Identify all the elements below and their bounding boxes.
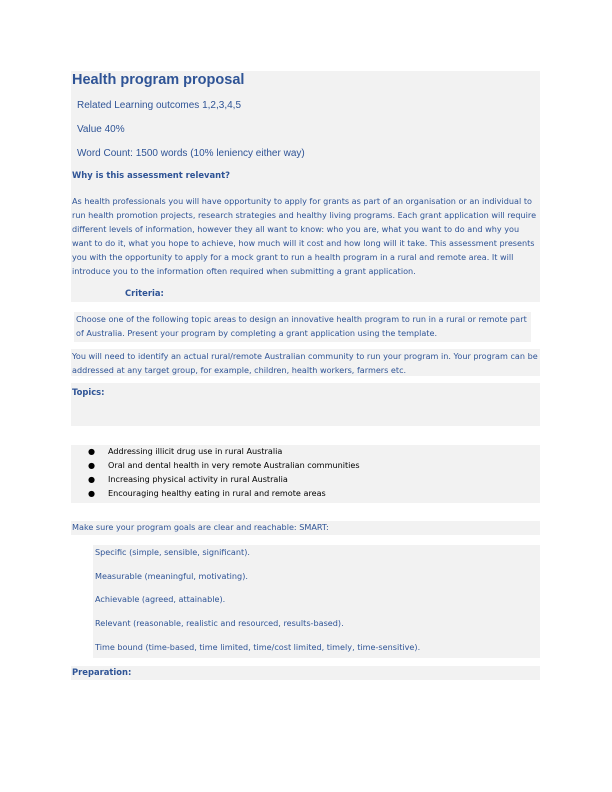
why-section	[71, 165, 540, 302]
criteria-heading: Criteria:	[125, 288, 164, 298]
topic-text: Increasing physical activity in rural Australia	[108, 474, 288, 484]
header-section	[71, 71, 540, 165]
topic-text: Oral and dental health in very remote Australian communities	[108, 460, 360, 470]
topics-list	[71, 445, 540, 503]
list-item	[71, 488, 540, 502]
preparation-heading: Preparation:	[72, 667, 132, 677]
choose-topic-section	[74, 312, 531, 342]
learning-outcomes-line: Related Learning outcomes 1,2,3,4,5	[77, 100, 241, 111]
bullet-icon: ●	[88, 474, 96, 484]
community-paragraph: You will need to identify an actual rural/remote Australian community to run your program in. Your program can be addressed at any target group, for example, children, health workers, farmers etc.	[72, 351, 538, 376]
smart-item-measurable: Measurable (meaningful, motivating).	[95, 571, 248, 581]
smart-item-relevant: Relevant (reasonable, realistic and resourced, results-based).	[95, 618, 344, 628]
preparation-section	[71, 666, 540, 680]
value-line: Value 40%	[77, 124, 125, 135]
topic-text: Addressing illicit drug use in rural Australia	[108, 446, 283, 456]
document-title: Health program proposal	[72, 72, 245, 88]
list-item	[71, 446, 540, 460]
bullet-icon: ●	[88, 446, 96, 456]
topics-heading: Topics:	[72, 387, 105, 397]
smart-item-achievable: Achievable (agreed, attainable).	[95, 594, 226, 604]
topic-text: Encouraging healthy eating in rural and remote areas	[108, 488, 326, 498]
bullet-icon: ●	[88, 460, 96, 470]
why-paragraph: As health professionals you will have opportunity to apply for grants as part of an organisation or an individual to run health promotion projects, research strategies and healthy living programs. Each grant application will require different levels of information, however they all want to know: who you are, what you want to do and why you want to do it, what you hope to achieve, how much will it cost and how long will it take. This assessment presents you with the opportunity to apply for a mock grant to run a health program in a rural and remote area. It will introduce you to the information often required when submitting a grant application.	[72, 196, 537, 277]
smart-item-specific: Specific (simple, sensible, significant).	[95, 547, 250, 557]
list-item	[71, 474, 540, 488]
community-section	[71, 349, 540, 376]
topics-section	[71, 383, 540, 426]
choose-topic-paragraph: Choose one of the following topic areas to design an innovative health program to run in a rural or remote part of Australia. Present your program by completing a grant application using the template.	[76, 314, 527, 339]
why-heading: Why is this assessment relevant?	[72, 170, 230, 180]
bullet-icon: ●	[88, 488, 96, 498]
smart-intro: Make sure your program goals are clear and reachable: SMART:	[72, 522, 329, 532]
smart-item-time-bound: Time bound (time-based, time limited, time/cost limited, timely, time-sensitive).	[95, 642, 421, 652]
word-count-line: Word Count: 1500 words (10% leniency either way)	[77, 148, 305, 159]
list-item	[71, 460, 540, 474]
smart-criteria-list	[93, 545, 540, 658]
smart-intro-section	[71, 521, 540, 535]
